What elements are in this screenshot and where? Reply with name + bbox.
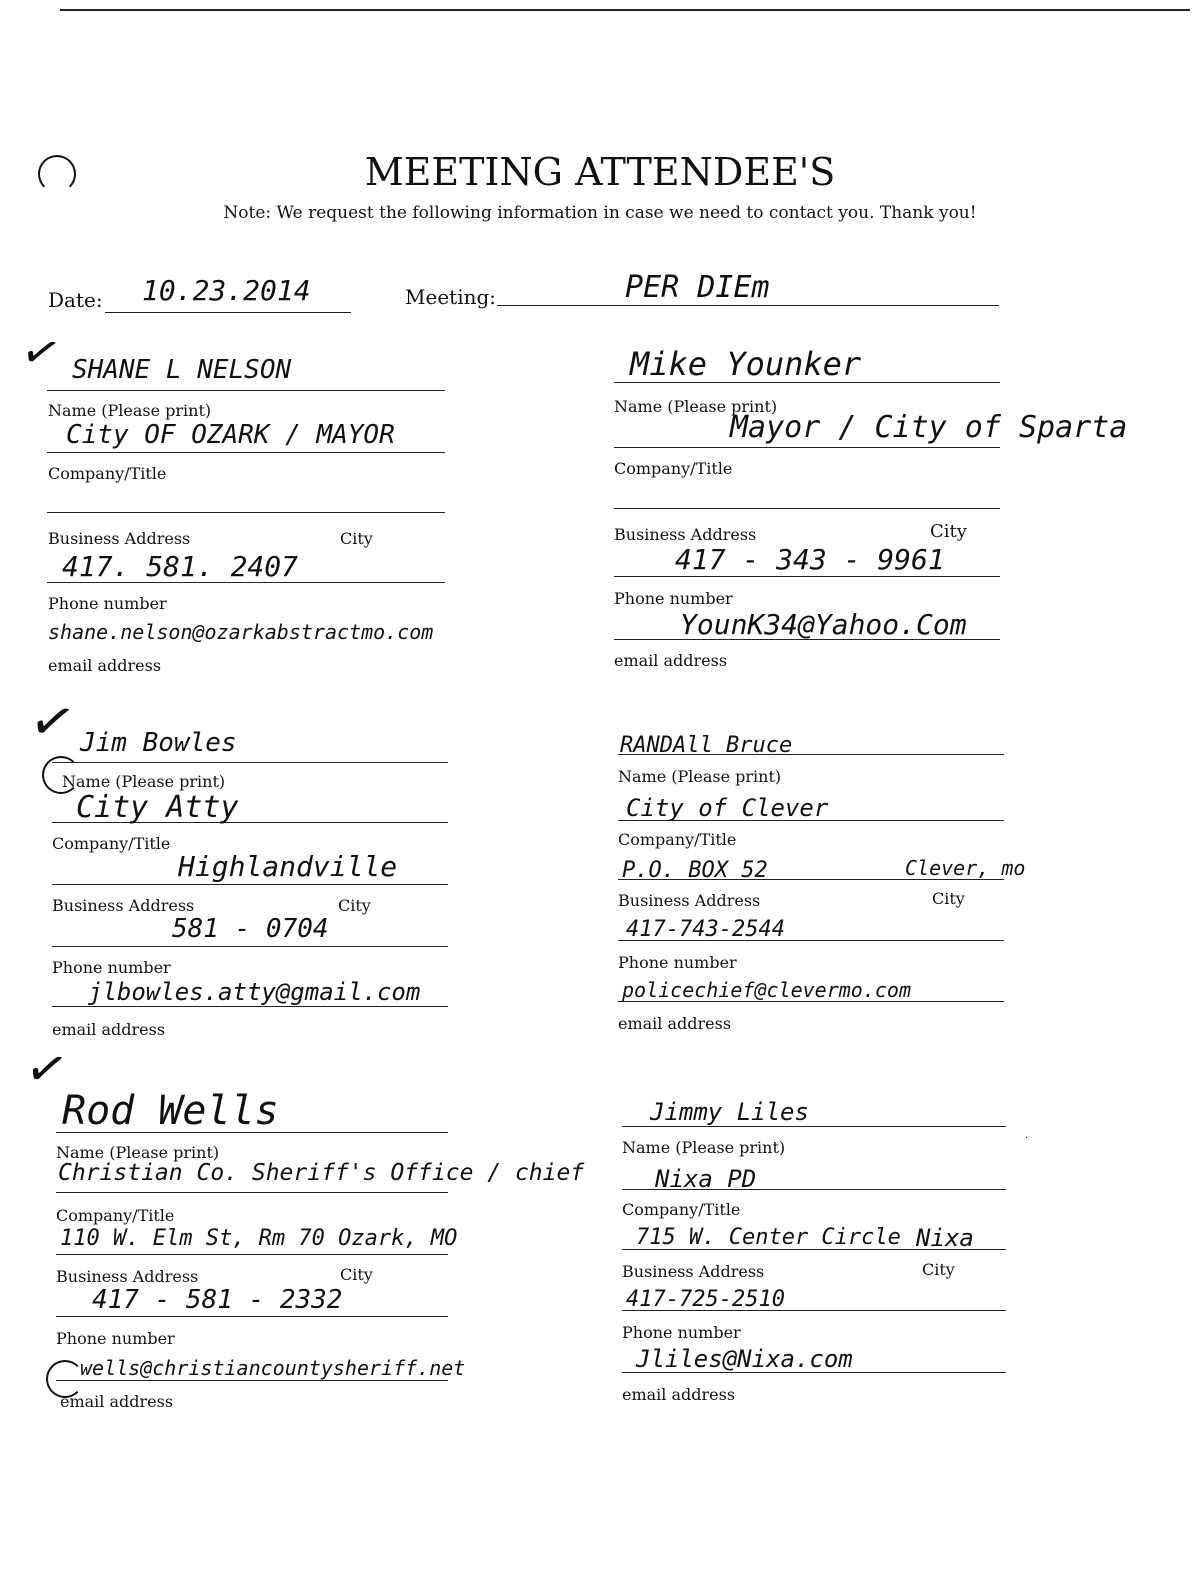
attendee-3-name[interactable]: Jim Bowles [80,728,237,758]
attendee-2-company-label: Company/Title [614,459,733,478]
attendee-3-company[interactable]: City Atty [76,790,239,825]
attendee-6-phone-label: Phone number [622,1323,741,1342]
checkmark-icon: ✓ [15,320,67,384]
attendee-5-phone-label: Phone number [56,1329,175,1348]
attendee-1-phone-label: Phone number [48,594,167,613]
attendee-3-email[interactable]: jlbowles.atty@gmail.com [88,978,421,1006]
attendee-5-city-label: City [340,1265,373,1284]
attendee-4-email[interactable]: policechief@clevermo.com [622,978,911,1002]
attendee-2-phone[interactable]: 417 - 343 - 9961 [675,543,945,576]
attendee-6-company[interactable]: Nixa PD [655,1165,757,1193]
meeting-label: Meeting: [405,285,497,309]
checkmark-icon: ✓ [20,1036,74,1102]
checkmark-icon: ✓ [23,685,82,758]
attendee-2-email[interactable]: YounK34@Yahoo.Com [680,608,967,641]
attendee-4-city-label: City [932,889,965,908]
attendee-5-company[interactable]: Christian Co. Sheriff's Office / chief [58,1160,585,1186]
attendee-6-address[interactable]: 715 W. Center Circle [636,1225,901,1250]
attendee-4-phone[interactable]: 417-743-2544 [626,917,785,942]
attendee-1-company[interactable]: City OF OZARK / MAYOR [66,420,395,450]
attendee-6-name[interactable]: Jimmy Liles [650,1098,809,1126]
attendee-6-phone[interactable]: 417-725-2510 [626,1287,785,1312]
attendee-1-name[interactable]: SHANE L NELSON [72,355,292,385]
date-line [105,312,351,313]
attendee-3-city[interactable]: Highlandville [178,850,398,883]
attendee-1-email-label: email address [48,656,162,675]
attendee-2-company[interactable]: Mayor / City of Sparta [730,410,1128,445]
page-note: Note: We request the following information in case we need to contact you. Thank you! [223,203,977,223]
attendee-5-phone[interactable]: 417 - 581 - 2332 [92,1285,343,1315]
page-title: MEETING ATTENDEE'S [364,150,836,194]
attendee-4-phone-label: Phone number [618,953,737,972]
attendee-2-name-label: Name (Please print) [614,397,778,416]
attendee-1-email[interactable]: shane.nelson@ozarkabstractmo.com [48,620,434,644]
meeting-line [497,305,999,306]
attendee-3-phone-label: Phone number [52,958,171,977]
attendee-3-phone[interactable]: 581 - 0704 [172,914,329,944]
attendee-3-company-label: Company/Title [52,834,171,853]
attendee-6-address-label: Business Address [622,1262,765,1281]
attendee-2-name[interactable]: Mike Younker [630,345,862,383]
attendee-4-email-label: email address [618,1014,732,1033]
attendee-4-address-label: Business Address [618,891,761,910]
attendee-2-address-label: Business Address [614,525,757,544]
attendee-5-name-label: Name (Please print) [56,1143,220,1162]
attendee-6-email[interactable]: Jliles@Nixa.com [636,1345,853,1373]
attendee-3-address-label: Business Address [52,896,195,915]
attendee-1-company-label: Company/Title [48,464,167,483]
attendee-4-name-label: Name (Please print) [618,767,782,786]
attendee-1-address-label: Business Address [48,529,191,548]
attendee-4-city[interactable]: Clever, mo [905,856,1026,880]
date-label: Date: [48,288,103,312]
attendee-5-email-label: email address [60,1392,174,1411]
attendee-6-company-label: Company/Title [622,1200,741,1219]
attendee-5-name[interactable]: Rod Wells [62,1088,279,1134]
attendee-2-email-label: email address [614,651,728,670]
attendee-4-address[interactable]: P.O. BOX 52 [622,858,768,883]
stray-mark: · [1025,1133,1029,1144]
attendee-6-city[interactable]: Nixa [916,1224,974,1252]
attendee-3-city-label: City [338,896,371,915]
attendee-6-city-label: City [922,1260,955,1279]
attendee-2-phone-label: Phone number [614,589,733,608]
attendee-5-email[interactable]: wells@christiancountysheriff.net [80,1356,466,1380]
attendee-5-company-label: Company/Title [56,1206,175,1225]
attendee-1-name-label: Name (Please print) [48,401,212,420]
attendee-6-email-label: email address [622,1385,736,1404]
date-value[interactable]: 10.23.2014 [142,274,311,307]
meeting-value[interactable]: PER DIEm [625,270,770,305]
top-border-line [60,9,1190,11]
attendee-4-name[interactable]: RANDAll Bruce [620,733,793,758]
attendee-1-phone[interactable]: 417. 581. 2407 [62,550,299,583]
attendee-5-address-label: Business Address [56,1267,199,1286]
punch-hole-icon [38,155,76,193]
attendee-4-company[interactable]: City of Clever [626,794,829,822]
attendee-2-city-label: City [930,521,967,542]
attendee-3-name-label: Name (Please print) [62,772,226,791]
attendee-3-email-label: email address [52,1020,166,1039]
attendee-6-name-label: Name (Please print) [622,1138,786,1157]
attendee-5-address[interactable]: 110 W. Elm St, Rm 70 Ozark, MO [60,1226,458,1251]
attendee-1-city-label: City [340,529,373,548]
attendee-4-company-label: Company/Title [618,830,737,849]
